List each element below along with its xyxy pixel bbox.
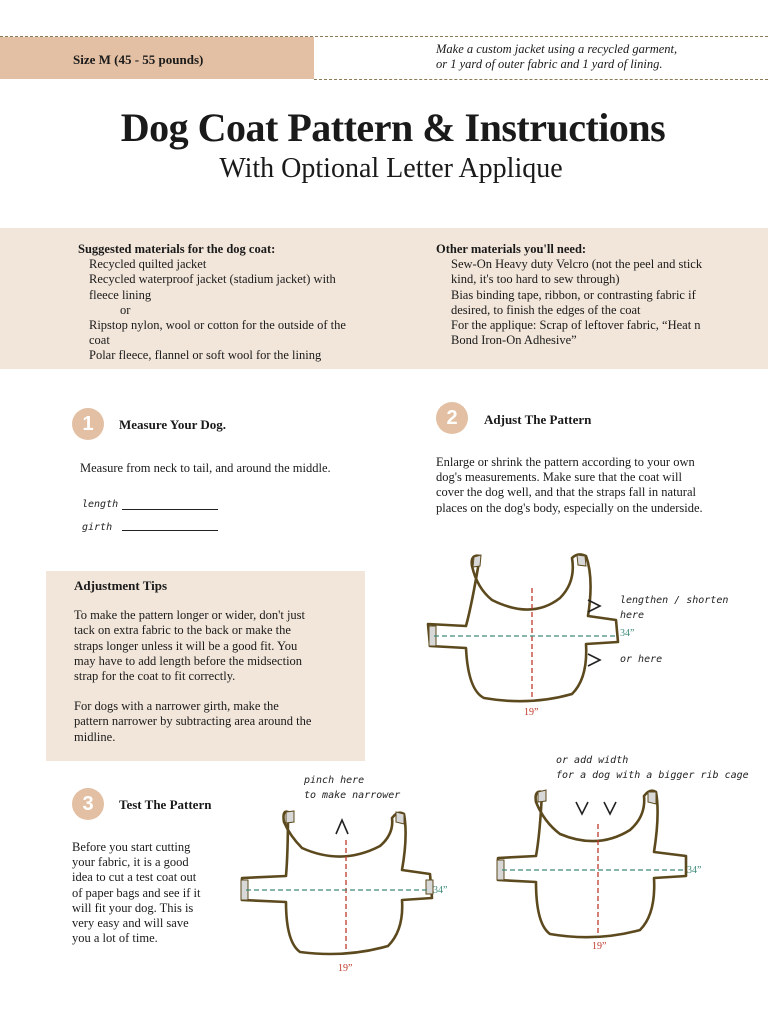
materials-heading: Suggested materials for the dog coat: <box>78 242 276 256</box>
list-item: Polar fleece, flannel or soft wool for the lining <box>89 348 322 363</box>
list-item: Bond Iron-On Adhesive” <box>451 333 577 348</box>
list-item: For the applique: Scrap of leftover fabric, “Heat n <box>451 318 701 333</box>
width-measure-label: 34” <box>433 885 448 896</box>
or-here-note: or here <box>620 654 663 665</box>
text-line: Before you start cutting <box>72 840 191 854</box>
note-line: or add width <box>556 755 629 766</box>
list-item: coat <box>89 333 110 348</box>
list-item: fleece lining <box>89 287 152 302</box>
size-label: Size M (45 - 55 pounds) <box>73 52 204 67</box>
text-line: may have to add length before the midsection <box>74 653 303 668</box>
text-line: very easy and will save <box>72 916 189 931</box>
note-line: here <box>620 610 645 621</box>
note-line: pinch here <box>304 775 365 786</box>
adjustment-tips <box>74 578 311 745</box>
text-line: of paper bags and see if it <box>72 885 201 900</box>
note-line: lengthen / shorten <box>620 595 729 606</box>
list-item: Sew-On Heavy duty Velcro (not the peel and stick <box>451 257 703 272</box>
step-2-title: Adjust The Pattern <box>484 412 592 427</box>
lengthen-note <box>620 593 728 623</box>
step-2-number: 2 <box>436 402 468 434</box>
list-item: Recycled quilted jacket <box>89 257 207 272</box>
text-line: you a lot of time. <box>72 931 158 946</box>
other-materials-list <box>436 242 702 348</box>
text-line: dog's measurements. Make sure that the coat will <box>436 470 682 485</box>
step-3-number: 3 <box>72 788 104 820</box>
list-item: or <box>120 302 131 317</box>
width-measure-label: 34” <box>687 865 702 876</box>
text-line: will fit your dog. This is <box>72 900 194 915</box>
text-line: For dogs with a narrower girth, make the <box>74 699 279 714</box>
materials-list <box>78 242 346 364</box>
text-line: Enlarge or shrink the pattern according to your own <box>436 455 695 469</box>
step-1-number: 1 <box>72 408 104 440</box>
list-item: desired, to finish the edges of the coat <box>451 302 641 317</box>
length-measure-label: 19” <box>592 941 607 952</box>
step-1-title: Measure Your Dog. <box>119 417 227 432</box>
note-line: for a dog with a bigger rib cage <box>556 770 749 781</box>
text-line: idea to cut a test coat out <box>72 870 197 885</box>
girth-line <box>122 530 218 531</box>
length-measure-label: 19” <box>338 963 353 974</box>
header-dashed-rule <box>314 79 768 80</box>
note-line: to make narrower <box>304 790 401 801</box>
text-line: your fabric, it is a good <box>72 855 189 870</box>
step-2-text <box>436 455 703 516</box>
header-note-line: or 1 yard of outer fabric and 1 yard of lining. <box>436 57 663 71</box>
pinch-note <box>304 773 400 803</box>
text-line: pattern narrower by subtracting area around the <box>74 714 312 729</box>
list-item: Ripstop nylon, wool or cotton for the outside of the <box>89 318 346 333</box>
list-item: Bias binding tape, ribbon, or contrasting fabric if <box>451 287 696 302</box>
text-line: tack on extra fabric to the back or make the <box>74 623 291 638</box>
coat-pattern-diagram-wider <box>490 784 690 950</box>
coat-pattern-diagram-lengthen <box>420 548 620 718</box>
list-item: kind, it's too hard to sew through) <box>451 272 620 287</box>
text-line: straps longer unless it will be a good fit. You <box>74 638 298 653</box>
add-width-note <box>556 753 749 783</box>
text-line: To make the pattern longer or wider, don't just <box>74 608 306 623</box>
header-note-line: Make a custom jacket using a recycled garment, <box>436 42 678 56</box>
text-line: places on the dog's body, especially on the underside. <box>436 500 703 515</box>
tips-heading: Adjustment Tips <box>74 578 168 593</box>
coat-pattern-diagram-narrower <box>238 806 438 966</box>
text-line: midline. <box>74 729 116 744</box>
step-3-text <box>72 840 200 946</box>
page-title: Dog Coat Pattern & Instructions <box>120 105 666 150</box>
girth-label: girth <box>82 522 113 533</box>
text-line: strap for the coat to fit correctly. <box>74 669 236 684</box>
list-item: Recycled waterproof jacket (stadium jacket) with <box>89 272 336 287</box>
step-1-text: Measure from neck to tail, and around the middle. <box>80 461 331 475</box>
step-3-title: Test The Pattern <box>119 797 212 812</box>
header-note <box>436 42 677 72</box>
length-measure-label: 19” <box>524 707 539 718</box>
text-line: cover the dog well, and that the straps fall in natural <box>436 485 696 500</box>
other-materials-heading: Other materials you'll need: <box>436 242 587 256</box>
page-subtitle: With Optional Letter Applique <box>219 153 563 184</box>
width-measure-label: 34” <box>620 628 635 639</box>
length-label: length <box>82 499 119 510</box>
length-line <box>122 509 218 510</box>
